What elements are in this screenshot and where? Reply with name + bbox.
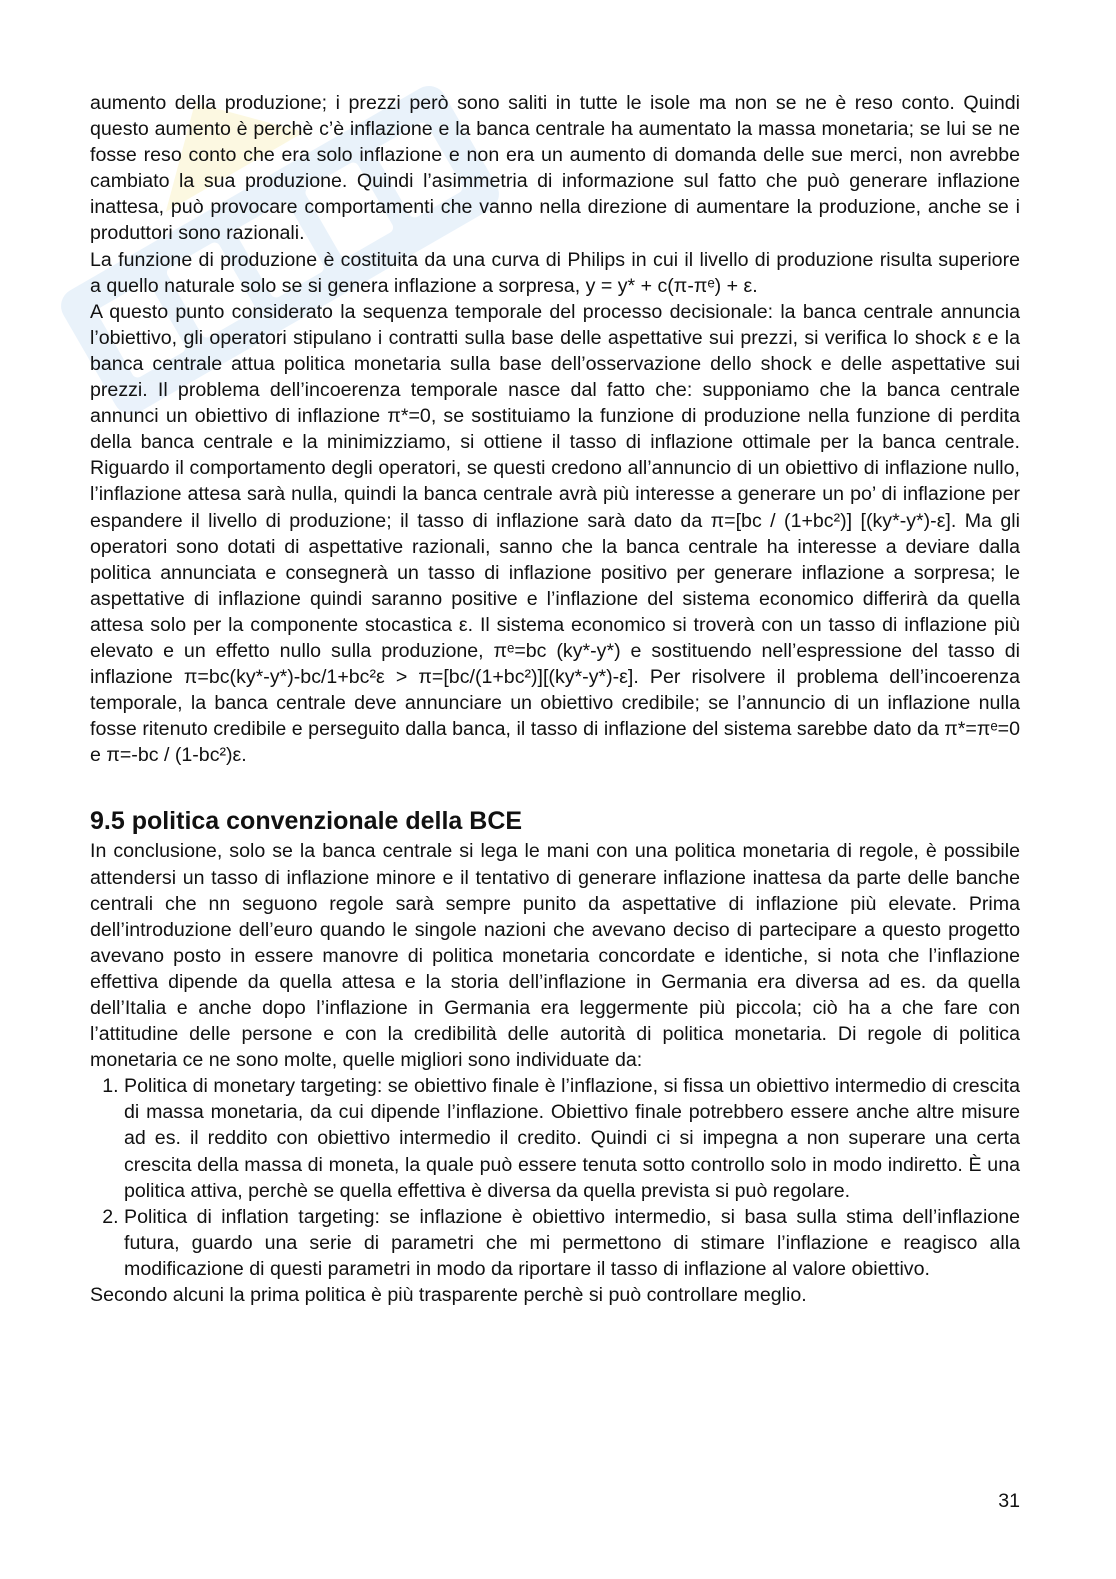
section-intro-paragraph: In conclusione, solo se la banca centrale si lega le mani con una politica monetaria di regole, è possibile attendersi un tasso di inflazione minore e il tentativo di generare inflazione inattesa da parte delle banche centrali che nn seguono regole sarà sempre punito da aspettative di inflazione più elevate. Prima dell’introduzione dell’euro quando le singole nazioni che avevano deciso di partecipare a questo progetto avevano posto in essere manovre di politica monetaria concordate e identiche, si nota che l’inflazione effettiva dipende da quella attesa e la storia dell’inflazione in Germania era diversa ad es. da quella dell’Italia e anche dopo l’inflazione in Germania era leggermente più piccola; ciò ha a che fare con l’attitudine delle persone e con la credibilità delle autorità di politica monetaria. Di regole di politica monetaria ce ne sono molte, quelle migliori sono individuate da:	[90, 840, 1020, 1072]
paragraph-time-inconsistency: A questo punto considerato la sequenza temporale del processo decisionale: la banca centrale annuncia l’obiettivo, gli operatori stipulano i contratti sulla base delle aspettative sui prezzi, si verifica lo shock ε e la banca centrale attua politica monetaria sulla base dell’osservazione dello shock e delle aspettative sui prezzi. Il problema dell’incoerenza temporale nasce dal fatto che: supponiamo che la banca centrale annunci un obiettivo di inflazione π*=0, se sostituiamo la funzione di produzione nella funzione di perdita della banca centrale e la minimizziamo, si ottiene il tasso di inflazione ottimale per la banca centrale. Riguardo il comportamento degli operatori, se questi credono all’annuncio di un obiettivo di inflazione nullo, l’inflazione attesa sarà nulla, quindi la banca centrale avrà più interesse a generare un po’ di inflazione per espandere il livello di produzione; il tasso di inflazione sarà dato da π=[bc / (1+bc²)] [(ky*-y*)-ε]. Ma gli operatori sono dotati di aspettative razionali, sanno che la banca centrale ha interesse a deviare dalla politica annunciata e consegnerà un tasso di inflazione positivo per generare inflazione a sorpresa; le aspettative di inflazione quindi saranno positive e l’inflazione del sistema economico differirà da quella attesa solo per la componente stocastica ε. Il sistema economico si troverà con un tasso di inflazione più elevato e un effetto nullo sulla produzione, πᵉ=bc (ky*-y*) e sostituendo nell’espressione del tasso di inflazione π=bc(ky*-y*)-bc/1+bc²ε > π=[bc/(1+bc²)][(ky*-y*)-ε]. Per risolvere il problema dell’incoerenza temporale, la banca centrale deve annunciare un obiettivo credibile; se l’annuncio di un inflazione nulla fosse ritenuto credibile e perseguito dalla banca, il tasso di inflazione del sistema sarebbe dato da π*=πᵉ=0 e π=-bc / (1-bc²)ε.	[90, 300, 1020, 767]
section-heading: 9.5 politica convenzionale della BCE	[90, 807, 523, 836]
paragraph-continuation: aumento della produzione; i prezzi però sono saliti in tutte le isole ma non se ne è reso conto. Quindi questo aumento è perchè c’è inflazione e la banca centrale ha aumentato la massa monetaria; se lui se ne fosse reso conto che era solo inflazione e non era un aumento di domanda delle sue merci, non avrebbe cambiato la sua produzione. Quindi l’asimmetria di informazione sul fatto che può generare inflazione inattesa, può provocare comportamenti che vanno nella direzione di aumentare la produzione, anche se i produttori sono razionali.	[90, 92, 1020, 245]
document-page	[90, 90, 1020, 1308]
list-item: 2. Politica di inflation targeting: se inflazione è obiettivo intermedio, si basa sulla stima dell’inflazione futura, guardo una serie di parametri che mi permettono di stimare l’inflazione e reagisco alla modificazione di questi parametri in modo da riportare il tasso di inflazione al valore obiettivo.	[124, 1204, 1020, 1282]
paragraph-phillips-curve: La funzione di produzione è costituita da una curva di Philips in cui il livello di produzione risulta superiore a quello naturale solo se si genera inflazione a sorpresa, y = y* + c(π-πᵉ) + ε.	[90, 248, 1020, 297]
rules-list	[90, 1073, 1020, 1282]
closing-paragraph: Secondo alcuni la prima politica è più trasparente perchè si può controllare meglio.	[90, 1284, 807, 1307]
list-item: 1. Politica di monetary targeting: se obiettivo finale è l’inflazione, si fissa un obiettivo intermedio di crescita di massa monetaria, da cui dipende l’inflazione. Obiettivo finale potrebbero essere anche altre misure ad es. il reddito con obiettivo intermedio il credito. Quindi ci si impegna a non superare una certa crescita della massa di moneta, la quale può essere tenuta sotto controllo solo in modo indiretto. È una politica attiva, perchè se quella effettiva è diversa da quella prevista si può regolare.	[124, 1073, 1020, 1203]
page-number: 31	[998, 1490, 1020, 1512]
